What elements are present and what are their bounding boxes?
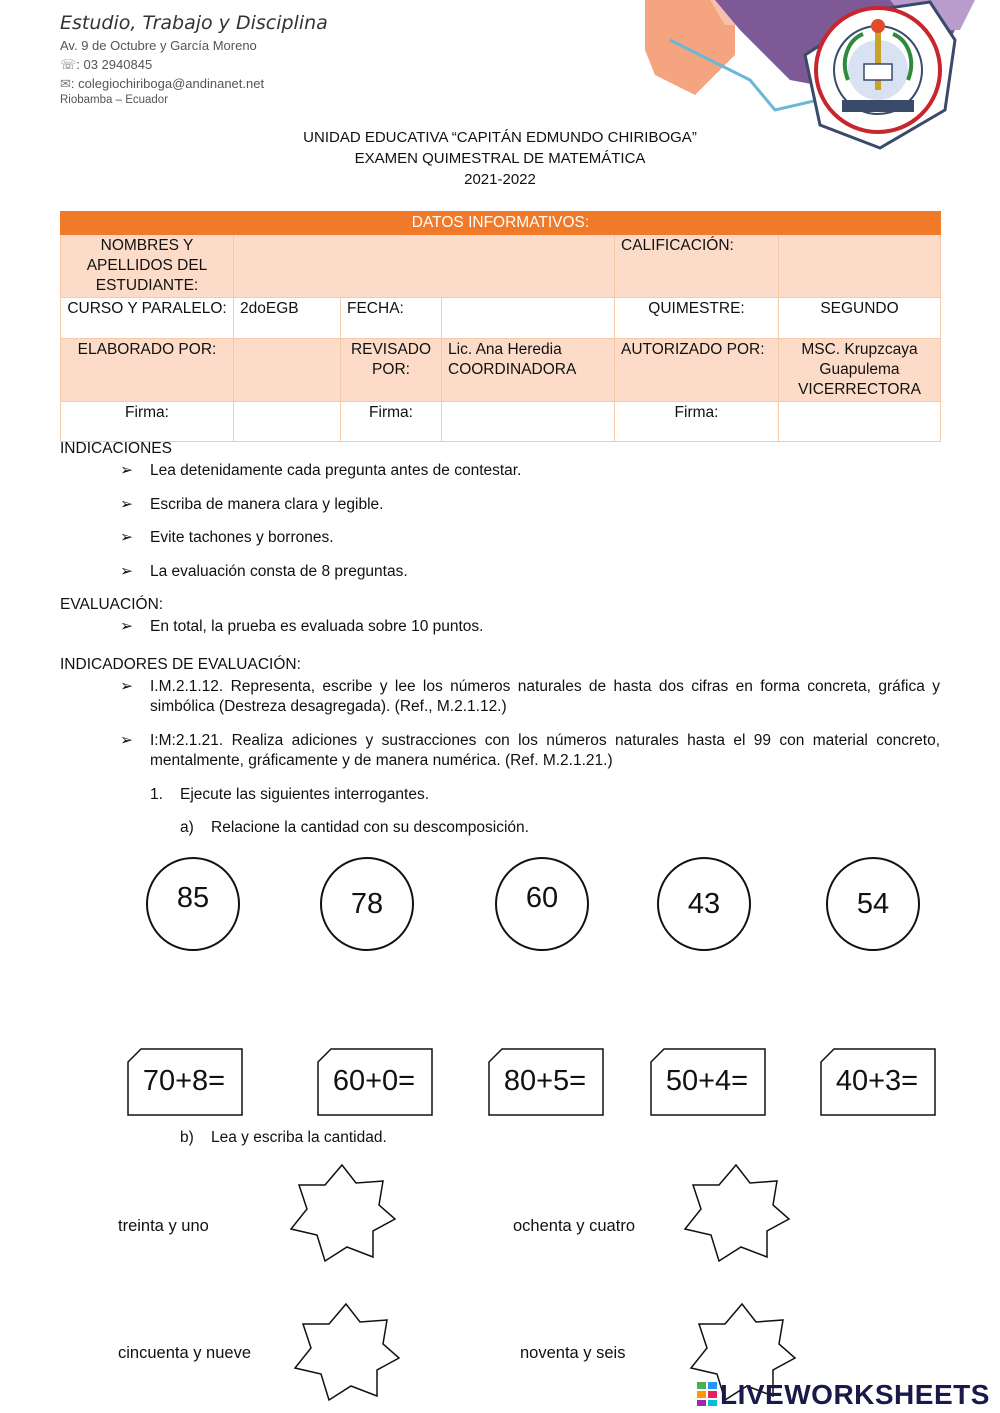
indicators-heading: INDICADORES DE EVALUACIÓN: <box>60 656 301 673</box>
number-circle[interactable]: 43 <box>657 857 751 951</box>
school-motto: Estudio, Trabajo y Disciplina <box>60 12 328 34</box>
school-city: Riobamba – Ecuador <box>60 94 169 106</box>
indicator-item: ➢ I.M.2.1.12. Representa, escribe y lee los números naturales de hasta dos cifras en forma concreta, gráfica y simbólica (Destreza desagregada). (Ref., M.2.1.12.) <box>120 678 940 715</box>
part-a-letter: a) <box>180 819 194 836</box>
envelope-icon: ✉ <box>60 76 71 91</box>
reviewer-name: Lic. Ana Heredia COORDINADORA <box>442 339 615 402</box>
number-circle[interactable]: 85 <box>146 857 240 951</box>
authorized-by-label: AUTORIZADO POR: <box>615 339 779 402</box>
evaluation-heading: EVALUACIÓN: <box>60 596 164 613</box>
date-field[interactable] <box>442 298 615 339</box>
signature-field-1[interactable] <box>234 402 341 442</box>
decomposition-card[interactable]: 50+4= <box>650 1048 764 1114</box>
term-value: SEGUNDO <box>779 298 941 339</box>
arrow-bullet-icon: ➢ <box>120 529 133 546</box>
answer-star-box[interactable] <box>287 1163 397 1263</box>
instructions-heading: INDICACIONES <box>60 440 172 457</box>
flame-icon <box>871 19 885 33</box>
made-by-field[interactable] <box>234 339 341 402</box>
arrow-bullet-icon: ➢ <box>120 496 133 513</box>
decomposition-card[interactable]: 40+3= <box>820 1048 934 1114</box>
number-circle[interactable]: 78 <box>320 857 414 951</box>
number-circle[interactable]: 54 <box>826 857 920 951</box>
course-label: CURSO Y PARALELO: <box>61 298 234 339</box>
number-word: treinta y uno <box>118 1217 209 1235</box>
school-seal <box>816 8 940 132</box>
number-word: noventa y seis <box>520 1344 626 1362</box>
arrow-bullet-icon: ➢ <box>120 678 133 695</box>
email-address: : colegiochiriboga@andinanet.net <box>70 76 265 91</box>
signature-field-2[interactable] <box>442 402 615 442</box>
phone-icon: ☏ <box>60 57 77 72</box>
grade-field[interactable] <box>779 235 941 298</box>
instruction-item: ➢ La evaluación consta de 8 preguntas. <box>120 563 408 580</box>
liveworksheets-watermark <box>696 1379 990 1411</box>
instruction-item: ➢ Evite tachones y borrones. <box>120 529 334 546</box>
course-value: 2doEGB <box>234 298 341 339</box>
school-address: Av. 9 de Octubre y García Moreno <box>60 38 257 53</box>
question-1-number: 1. <box>150 786 163 803</box>
arrow-bullet-icon: ➢ <box>120 462 133 479</box>
number-word: cincuenta y nueve <box>118 1344 252 1362</box>
school-email <box>60 76 264 92</box>
made-by-label: ELABORADO POR: <box>61 339 234 402</box>
signature-label-1: Firma: <box>61 402 234 442</box>
arrow-bullet-icon: ➢ <box>120 732 133 749</box>
info-table <box>60 211 941 442</box>
student-name-label: NOMBRES Y APELLIDOS DEL ESTUDIANTE: <box>61 235 234 298</box>
arrow-bullet-icon: ➢ <box>120 563 133 580</box>
term-label: QUIMESTRE: <box>615 298 779 339</box>
torch-icon <box>875 30 881 90</box>
number-circle[interactable]: 60 <box>495 857 589 951</box>
number-word: ochenta y cuatro <box>513 1217 635 1235</box>
evaluation-item: ➢ En total, la prueba es evaluada sobre 10 puntos. <box>120 618 484 635</box>
decomposition-card[interactable]: 60+0= <box>317 1048 431 1114</box>
reviewed-by-label: REVISADO POR: <box>341 339 442 402</box>
school-seal-decoration <box>640 0 1000 150</box>
signature-label-3: Firma: <box>615 402 779 442</box>
info-table-header: DATOS INFORMATIVOS: <box>61 212 941 235</box>
answer-star-box[interactable] <box>291 1302 401 1402</box>
phone-number: : 03 2940845 <box>76 57 153 72</box>
book-icon <box>864 64 892 80</box>
instruction-item: ➢ Lea detenidamente cada pregunta antes de contestar. <box>120 462 522 479</box>
seal-banner <box>842 100 914 112</box>
signature-field-3[interactable] <box>779 402 941 442</box>
question-1-text: Ejecute las siguientes interrogantes. <box>180 786 430 803</box>
title-school: UNIDAD EDUCATIVA “CAPITÁN EDMUNDO CHIRIBOGA” <box>303 129 697 146</box>
part-a-text: Relacione la cantidad con su descomposición. <box>211 819 529 836</box>
decomposition-card[interactable]: 80+5= <box>488 1048 602 1114</box>
authorizer-name: MSC. Krupzcaya Guapulema VICERRECTORA <box>779 339 941 402</box>
decomposition-card[interactable]: 70+8= <box>127 1048 241 1114</box>
title-exam: EXAMEN QUIMESTRAL DE MATEMÁTICA <box>354 150 646 167</box>
liveworksheets-logo-icon <box>696 1381 718 1407</box>
title-year: 2021-2022 <box>464 171 536 188</box>
part-b-text: Lea y escriba la cantidad. <box>211 1129 387 1146</box>
indicator-item: ➢ I:M:2.1.21. Realiza adiciones y sustracciones con los números naturales hasta el 99 con material concreto, mentalmente, gráficamente y de manera numérica. (Ref. M.2.1.21.) <box>120 732 940 769</box>
grade-label: CALIFICACIÓN: <box>615 235 779 298</box>
instruction-item: ➢ Escriba de manera clara y legible. <box>120 496 384 513</box>
date-label: FECHA: <box>341 298 442 339</box>
school-phone <box>60 57 152 73</box>
signature-label-2: Firma: <box>341 402 442 442</box>
arrow-bullet-icon: ➢ <box>120 618 133 635</box>
part-b-letter: b) <box>180 1129 194 1146</box>
student-name-field[interactable] <box>234 235 615 298</box>
answer-star-box[interactable] <box>681 1163 791 1263</box>
liveworksheets-brand: LIVEWORKSHEETS <box>720 1379 990 1410</box>
